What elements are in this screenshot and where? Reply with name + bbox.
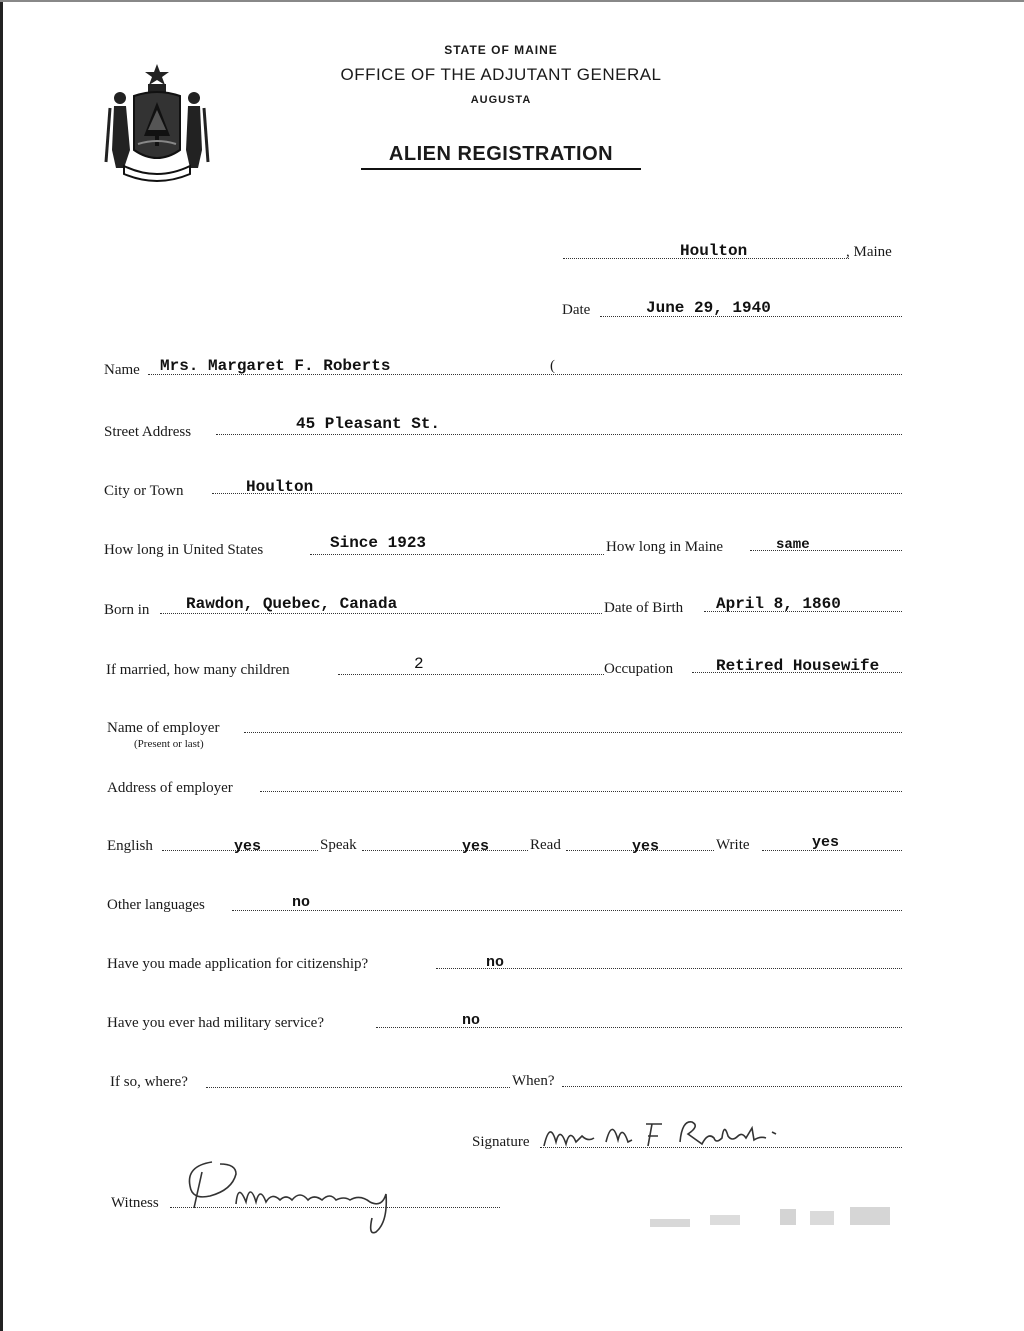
how-long-us-label: How long in United States (104, 542, 264, 558)
citizenship-label: Have you made application for citizenship? (107, 956, 369, 972)
citizenship-field-line (436, 968, 902, 969)
children-value: 2 (414, 655, 424, 673)
name-value: Mrs. Margaret F. Roberts (160, 357, 391, 375)
how-long-maine-value: same (776, 537, 810, 553)
when-label: When? (512, 1073, 555, 1089)
read-label: Read (530, 837, 561, 853)
header-city: AUGUSTA (470, 94, 532, 106)
speak-label: Speak (320, 837, 357, 853)
dob-label: Date of Birth (604, 600, 684, 616)
citizenship-value: no (486, 954, 505, 971)
how-long-maine-label: How long in Maine (606, 539, 724, 555)
date-label: Date (562, 302, 591, 318)
other-languages-field-line (232, 910, 902, 911)
city-label: City or Town (104, 483, 184, 499)
witness-signature (176, 1152, 406, 1236)
employer-sublabel: (Present or last) (134, 738, 204, 750)
employer-label: Name of employer (107, 720, 220, 736)
header-office: OFFICE OF THE ADJUTANT GENERAL (340, 65, 662, 84)
military-label: Have you ever had military service? (107, 1015, 324, 1031)
how-long-maine-field-line (750, 550, 902, 551)
form-title: ALIEN REGISTRATION (388, 143, 614, 165)
employer-address-label: Address of employer (107, 780, 233, 796)
children-label: If married, how many children (106, 662, 290, 678)
street-label: Street Address (104, 424, 192, 440)
write-value: yes (812, 834, 840, 851)
where-label: If so, where? (110, 1074, 188, 1090)
children-field-line (338, 674, 604, 675)
dob-value: April 8, 1860 (716, 595, 841, 613)
english-value: yes (234, 838, 262, 855)
english-label: English (107, 838, 153, 854)
scan-border-left (0, 0, 3, 1331)
witness-label: Witness (111, 1195, 159, 1211)
born-value: Rawdon, Quebec, Canada (186, 595, 398, 613)
read-value: yes (632, 838, 660, 855)
name-paren: ( (550, 358, 555, 374)
speak-field-line (362, 850, 528, 851)
date-value: June 29, 1940 (646, 299, 771, 317)
born-field-line (160, 613, 602, 614)
how-long-us-value: Since 1923 (330, 534, 427, 552)
city-value: Houlton (246, 478, 314, 496)
occupation-label: Occupation (604, 661, 674, 677)
write-label: Write (716, 837, 750, 853)
where-field-line (206, 1087, 510, 1088)
street-field-line (216, 434, 902, 435)
street-value: 45 Pleasant St. (296, 415, 441, 433)
faint-stamp-mark (640, 1205, 900, 1245)
employer-field-line (244, 732, 902, 733)
maine-seal-icon (104, 58, 210, 184)
place-value: Houlton (680, 242, 748, 260)
occupation-value: Retired Housewife (716, 657, 880, 675)
military-value: no (462, 1012, 481, 1029)
scan-border-top (0, 0, 1024, 2)
how-long-us-field-line (310, 554, 604, 555)
employer-address-field-line (260, 791, 902, 792)
place-state-label: , Maine (846, 244, 892, 260)
when-field-line (562, 1086, 902, 1087)
name-label: Name (104, 362, 140, 378)
signature-label: Signature (472, 1134, 530, 1150)
title-underline (361, 168, 641, 170)
applicant-signature (536, 1106, 796, 1162)
speak-value: yes (462, 838, 490, 855)
other-languages-label: Other languages (107, 897, 205, 913)
born-label: Born in (104, 602, 150, 618)
city-field-line (212, 493, 902, 494)
other-languages-value: no (292, 894, 311, 911)
military-field-line (376, 1027, 902, 1028)
header-state: STATE OF MAINE (444, 43, 558, 57)
